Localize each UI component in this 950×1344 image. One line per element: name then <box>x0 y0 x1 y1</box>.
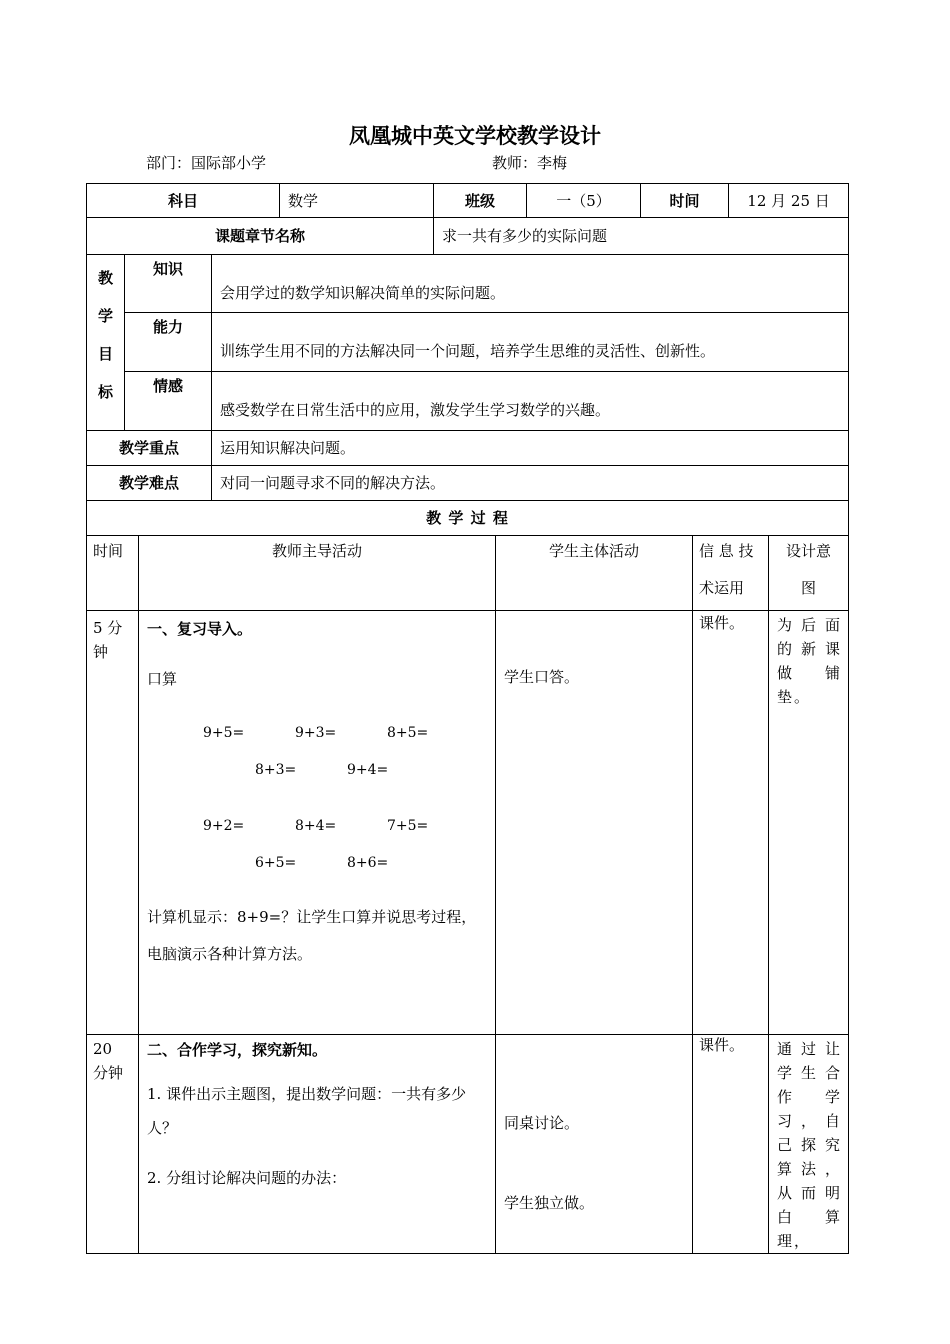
calc-item: 6+5= <box>255 854 297 871</box>
row1-time <box>87 610 139 1034</box>
class-value: 一（5） <box>527 184 641 218</box>
time-value: 12 月 25 日 <box>729 184 849 218</box>
topic-value: 求一共有多少的实际问题 <box>434 218 849 255</box>
calc-item: 8+5= <box>387 724 429 741</box>
calc-item: 8+6= <box>347 854 389 871</box>
row2-item1-line2: 人？ <box>147 1118 178 1137</box>
emotion-text: 感受数学在日常生活中的应用，激发学生学习数学的兴趣。 <box>212 372 849 431</box>
subject-label: 科目 <box>87 184 280 218</box>
row1-it: 课件。 <box>693 610 769 1034</box>
process-heading: 教 学 过 程 <box>87 501 849 536</box>
row1-time-line1: 5 分 <box>93 618 123 637</box>
row1-oral-label: 口算 <box>147 669 178 688</box>
table-row <box>87 1034 849 1253</box>
row2-item2: 2. 分组讨论解决问题的办法： <box>147 1168 347 1187</box>
calc-item: 9+5= <box>203 724 245 741</box>
calc-item: 9+3= <box>295 724 337 741</box>
row1-design: 为 后 面 的 新 课 做铺垫。 <box>769 610 849 1034</box>
row1-heading: 一、复习导入。 <box>147 619 253 638</box>
subject-value: 数学 <box>280 184 434 218</box>
col-time-header: 时间 <box>87 536 139 610</box>
row1-text1: 计算机显示：8+9=？让学生口算并说思考过程， <box>147 907 477 926</box>
row2-time <box>87 1034 139 1253</box>
row2-heading: 二、合作学习，探究新知。 <box>147 1040 328 1059</box>
table-row <box>87 610 849 1034</box>
key-point-text: 运用知识解决问题。 <box>212 431 849 466</box>
calc-item: 8+4= <box>295 817 337 834</box>
goals-char: 教 <box>97 269 113 287</box>
ability-text: 训练学生用不同的方法解决同一个问题，培养学生思维的灵活性、创新性。 <box>212 313 849 372</box>
info-table <box>86 183 849 536</box>
row2-teacher <box>139 1034 496 1253</box>
calc-item: 7+5= <box>387 817 429 834</box>
ability-label: 能力 <box>125 313 212 372</box>
row2-design: 通 过 让 学 生 合 作学习，自 己 探 究算法，从 而 明 白算理， <box>769 1034 849 1253</box>
row2-student1: 同桌讨论。 <box>504 1113 580 1132</box>
knowledge-label: 知识 <box>125 255 212 313</box>
calc-row <box>203 723 487 743</box>
row1-teacher <box>139 610 496 1034</box>
calc-row <box>203 816 487 836</box>
col-student-header: 学生主体活动 <box>496 536 693 610</box>
row2-it: 课件。 <box>693 1034 769 1253</box>
time-label: 时间 <box>641 184 729 218</box>
calc-item: 9+4= <box>347 761 389 778</box>
col-design-header <box>769 536 849 610</box>
calc-item: 9+2= <box>203 817 245 834</box>
teacher-label: 教师：李梅 <box>492 154 568 172</box>
calc-item: 8+3= <box>255 761 297 778</box>
key-point-label: 教学重点 <box>87 431 212 466</box>
topic-label: 课题章节名称 <box>87 218 434 255</box>
col-design-line2: 图 <box>800 579 816 597</box>
calc-row <box>203 760 487 780</box>
goals-char: 学 <box>97 307 113 325</box>
calc-row <box>203 853 487 873</box>
row2-item1-line1: 1. 课件出示主题图，提出数学问题：一共有多少 <box>147 1084 467 1103</box>
row1-student: 学生口答。 <box>496 610 693 1034</box>
goals-label <box>87 255 125 431</box>
col-it-header <box>693 536 769 610</box>
row1-text2: 电脑演示各种计算方法。 <box>147 944 313 963</box>
difficulty-label: 教学难点 <box>87 466 212 501</box>
col-it-line1: 信 息 技 <box>699 542 754 560</box>
class-label: 班级 <box>434 184 527 218</box>
difficulty-text: 对同一问题寻求不同的解决方法。 <box>212 466 849 501</box>
row2-time-line2: 分钟 <box>93 1063 124 1082</box>
row1-time-line2: 钟 <box>93 642 109 661</box>
row2-student2: 学生独立做。 <box>504 1193 595 1212</box>
col-design-line1: 设计意 <box>785 542 831 560</box>
goals-char: 标 <box>97 383 113 401</box>
goals-char: 目 <box>97 345 113 363</box>
knowledge-text: 会用学过的数学知识解决简单的实际问题。 <box>212 255 849 313</box>
col-teacher-header: 教师主导活动 <box>139 536 496 610</box>
process-table <box>86 536 849 1254</box>
col-it-line2: 术运用 <box>699 579 745 597</box>
row1-calc-group <box>147 723 487 873</box>
department-label: 部门：国际部小学 <box>146 154 267 172</box>
document-title: 凤凰城中英文学校教学设计 <box>349 124 601 148</box>
row2-time-line1: 20 <box>93 1039 113 1058</box>
emotion-label: 情感 <box>125 372 212 431</box>
row2-student <box>496 1034 693 1253</box>
